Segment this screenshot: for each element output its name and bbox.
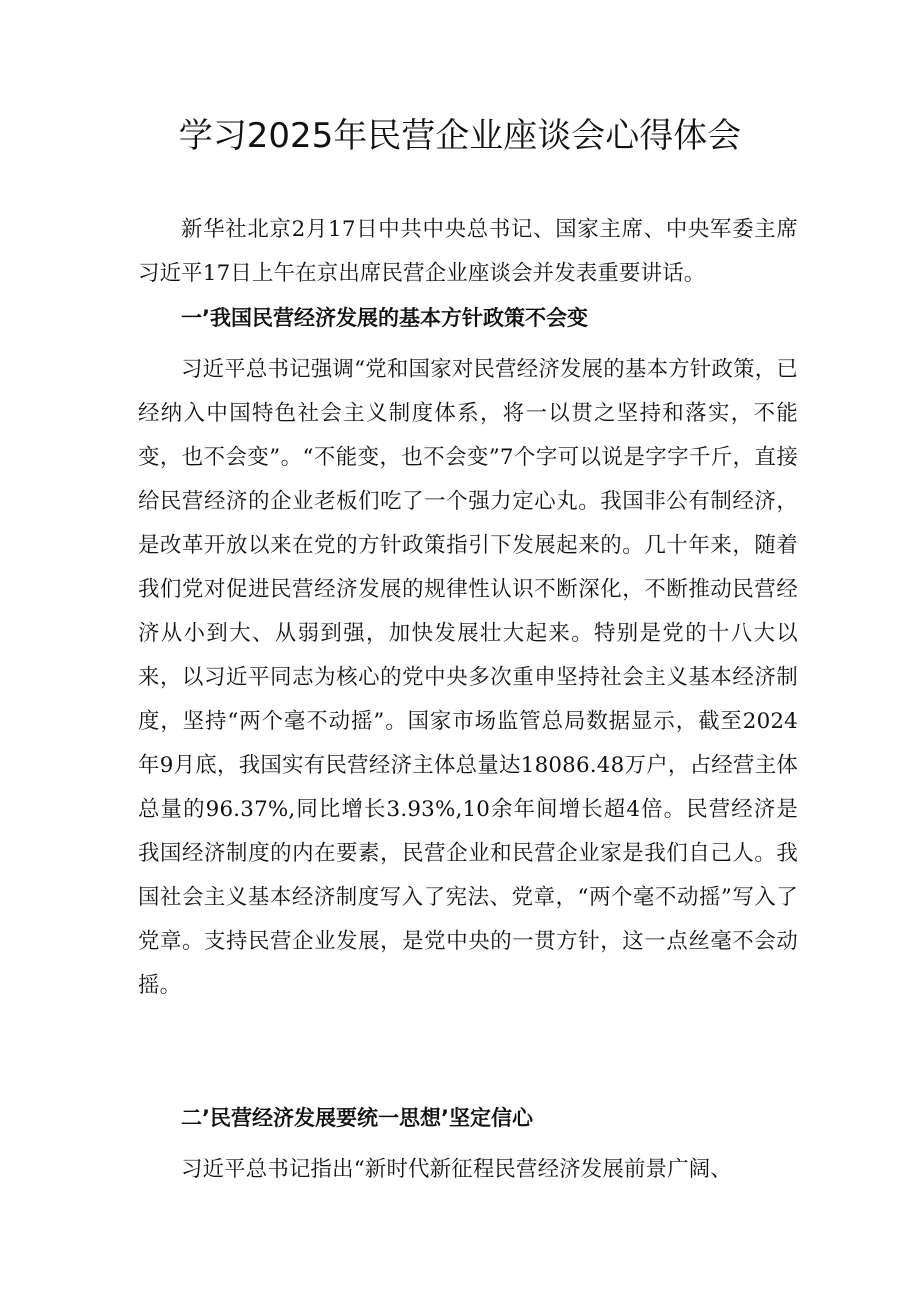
section-1-paragraph: 习近平总书记强调“党和国家对民营经济发展的基本方针政策，已经纳入中国特色社会主义制度体系，将一以贯之坚持和落实，不能变，也不会变”。“不能变，也不会变”7个字可以说是字字千斤，直接给民营经济的企业老板们吃了一个强力定心丸。我国非公有制经济，是改革开放以来在党的方针政策指引下发展起来的。几十年来，随着我们党对促进民营经济发展的规律性认识不断深化，不断推动民营经济从小到大、从弱到强，加快发展壮大起来。特别是党的十八大以来，以习近平同志为核心的党中央多次重申坚持社会主义基本经济制度，坚持“两个毫不动摇”。国家市场监管总局数据显示，截至2024年9月底，我国实有民营经济主体总量达18086.48万户，占经营主体总量的96.37%,同比增长3.93%,10余年间增长超4倍。民营经济是我国经济制度的内在要素，民营企业和民营企业家是我们自己人。我国社会主义基本经济制度写入了宪法、党章，“两个毫不动摇”写入了党章。支持民营企业发展，是党中央的一贯方针，这一点丝毫不会动摇。 [138,357,798,998]
intro-paragraph: 新华社北京2月17日中共中央总书记、国家主席、中央军委主席习近平17日上午在京出席民营企业座谈会并发表重要讲话。 [138,217,798,286]
document-body [138,208,798,1192]
document-title: 学习2025年民营企业座谈会心得体会 [178,116,742,156]
section-2-paragraph: 习近平总书记指出“新时代新征程民营经济发展前景广阔、 [181,1157,732,1182]
section-heading-2: 二’民营经济发展要统一思想’坚定信心 [181,1106,533,1130]
section-heading-1: 一’我国民营经济发展的基本方针政策不会变 [181,306,588,330]
